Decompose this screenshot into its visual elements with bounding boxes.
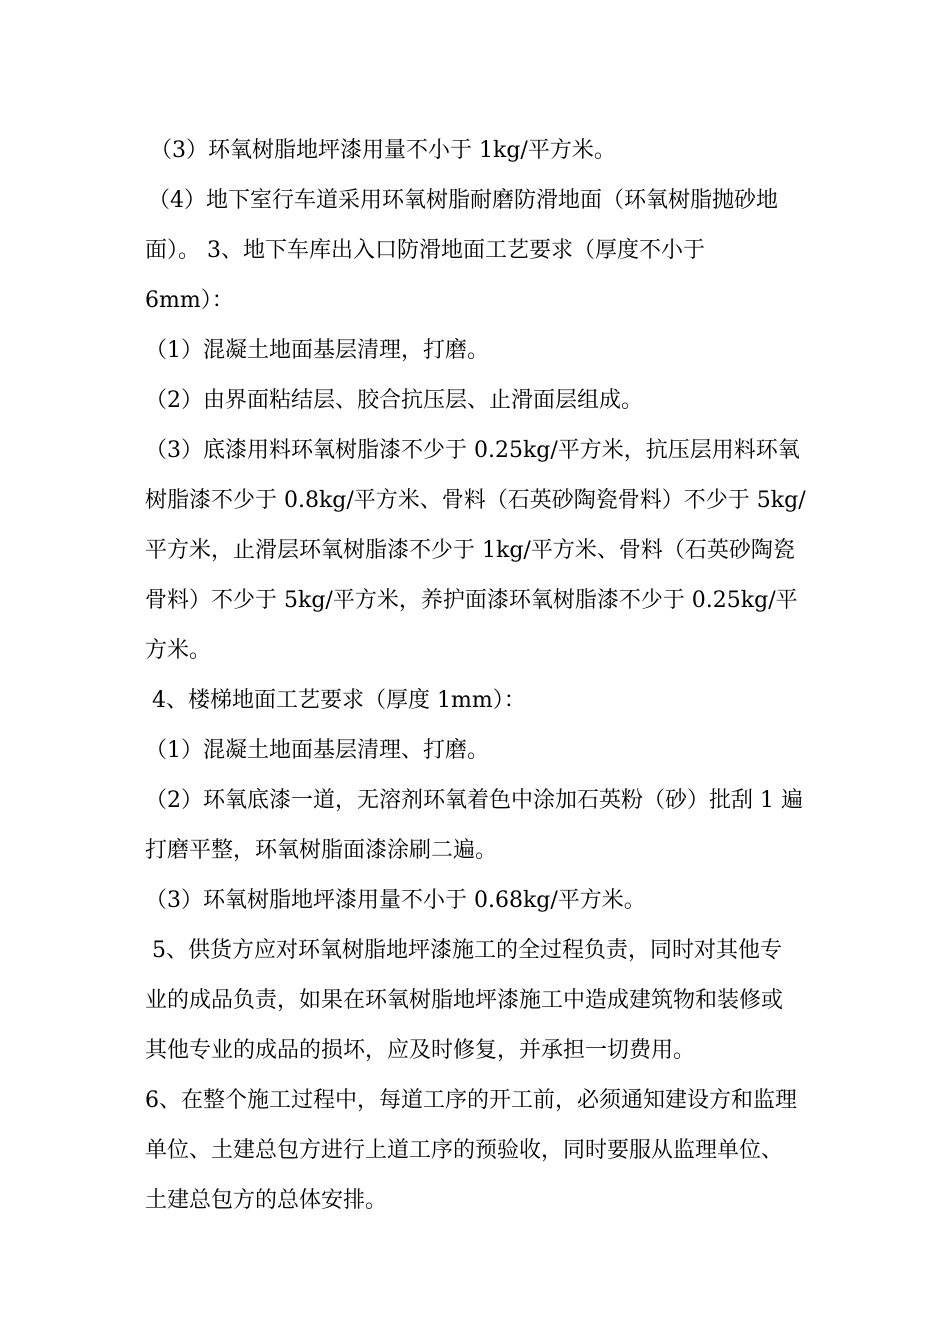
text-line: 6、在整个施工过程中，每道工序的开工前，必须通知建设方和监理 bbox=[145, 1088, 797, 1113]
text-line: （3）底漆用料环氧树脂漆不少于 0.25kg/平方米，抗压层用料环氧 bbox=[145, 438, 800, 463]
text-line: 其他专业的成品的损坏，应及时修复，并承担一切费用。 bbox=[145, 1038, 696, 1063]
text-line: （2）由界面粘结层、胶合抗压层、止滑面层组成。 bbox=[145, 388, 643, 413]
text-line: （1）混凝土地面基层清理、打磨。 bbox=[145, 738, 489, 763]
text-line: 方米。 bbox=[145, 638, 212, 663]
text-line: 打磨平整，环氧树脂面漆涂刷二遍。 bbox=[145, 838, 498, 863]
text-line: 业的成品负责，如果在环氧树脂地坪漆施工中造成建筑物和装修或 bbox=[145, 988, 784, 1013]
text-line: （3）环氧树脂地坪漆用量不小于 0.68kg/平方米。 bbox=[145, 888, 646, 913]
text-line: 单位、土建总包方进行上道工序的预验收，同时要服从监理单位、 bbox=[145, 1138, 784, 1163]
text-line: 骨料）不少于 5kg/平方米，养护面漆环氧树脂漆不少于 0.25kg/平 bbox=[145, 588, 798, 613]
text-line: （3）环氧树脂地坪漆用量不小于 1kg/平方米。 bbox=[150, 138, 616, 163]
text-line: 土建总包方的总体安排。 bbox=[145, 1188, 388, 1213]
text-line: 6mm）： bbox=[145, 288, 234, 313]
text-line: 4、楼梯地面工艺要求（厚度 1mm）： bbox=[152, 688, 526, 713]
text-line: 5、供货方应对环氧树脂地坪漆施工的全过程负责，同时对其他专 bbox=[152, 938, 782, 963]
text-line: （1）混凝土地面基层清理，打磨。 bbox=[145, 338, 489, 363]
text-line: 树脂漆不少于 0.8kg/平方米、骨料（石英砂陶瓷骨料）不少于 5kg/ bbox=[145, 488, 806, 513]
text-line: 平方米，止滑层环氧树脂漆不少于 1kg/平方米、骨料（石英砂陶瓷 bbox=[145, 538, 795, 563]
text-line: （2）环氧底漆一道，无溶剂环氧着色中涂加石英粉（砂）批刮 1 遍 bbox=[145, 788, 803, 813]
text-line: （4）地下室行车道采用环氧树脂耐磨防滑地面（环氧树脂抛砂地 bbox=[148, 188, 778, 213]
text-line: 面）。 3、地下车库出入口防滑地面工艺要求（厚度不小于 bbox=[145, 238, 705, 263]
